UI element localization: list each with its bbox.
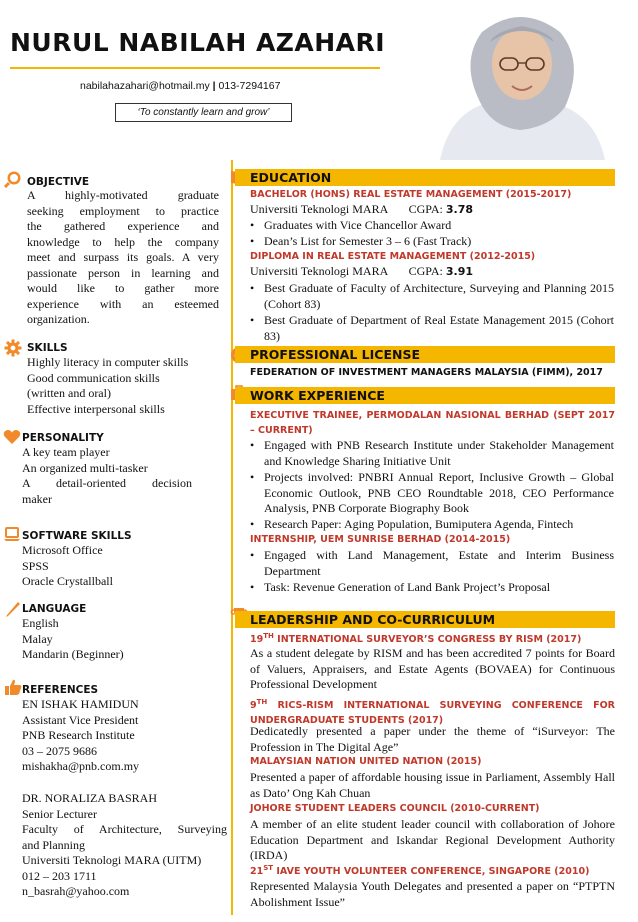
motto-box: ‘To constantly learn and grow’ (115, 103, 292, 122)
event-4-text: A member of an elite student leader council with collaboration of Johore Education Department and Iskandar Regional Development Authority (IRDA) (250, 817, 615, 862)
list-item: mishakha@pnb.com.my (22, 759, 140, 773)
event-5-title (250, 864, 589, 877)
candidate-name: NURUL NABILAH AZAHARI (10, 28, 386, 57)
job-bullet: • Engaged with PNB Research Institute under Stakeholder Management and Knowledge Sharing Initiative Unit (264, 438, 614, 469)
university-1 (250, 202, 473, 218)
list-item: English (22, 616, 59, 630)
event-2-text: Dedicatedly presented a paper under the theme of “iSurveyor: The Profession in The Digital Age” (250, 724, 615, 754)
list-item: Malay (22, 631, 53, 646)
list-item: An organized multi-tasker (22, 460, 148, 475)
event-suffix: ST (263, 864, 274, 872)
list-item: Faculty of Architecture, Surveying (22, 822, 227, 836)
event-4-title: JOHORE STUDENT LEADERS COUNCIL (2010-CURRENT) (250, 803, 540, 814)
skills-list (27, 355, 227, 417)
contact-line (80, 80, 280, 92)
event-number: 21 (250, 866, 264, 878)
software-list (22, 543, 222, 590)
thumbs-up-icon (4, 678, 22, 696)
objective-line: the gathered experience and (27, 219, 219, 233)
references-title: REFERENCES (22, 684, 99, 696)
event-name: INTERNATIONAL SURVEYOR’S CONGRESS BY RISM (2017) (273, 634, 582, 646)
event-name: IAVE YOUTH VOLUNTEER CONFERENCE, SINGAPORE (2010) (273, 866, 590, 878)
list-item: Oracle Crystallball (22, 574, 113, 588)
cgpa-label: CGPA: (408, 264, 443, 278)
list-item: maker (22, 491, 52, 506)
edu-bullet: • Dean’s List for Semester 3 – 6 (Fast Track) (264, 234, 614, 250)
gear-icon (4, 339, 22, 357)
university-name: Universiti Teknologi MARA (250, 264, 388, 278)
job-1-title: EXECUTIVE TRAINEE, PERMODALAN NASIONAL BERHAD (SEPT 2017 – CURRENT) (250, 410, 615, 436)
event-number: 9 (250, 700, 257, 712)
objective-line: would like to gather more (27, 281, 219, 295)
phone-text: 013-7294167 (218, 80, 281, 92)
education-header: EDUCATION (235, 169, 615, 186)
job-bullet: • Task: Revenue Generation of Land Bank Project’s Proposal (264, 580, 614, 596)
job-bullet: • Research Paper: Aging Population, Bumiputera Agenda, Fintech (264, 517, 614, 533)
search-icon (4, 170, 22, 188)
objective-line: knowledge to help the company (27, 234, 219, 249)
university-name: Universiti Teknologi MARA (250, 202, 388, 216)
list-item: DR. NORALIZA BASRAH (22, 791, 158, 805)
license-item: FEDERATION OF INVESTMENT MANAGERS MALAYSIA (FIMM), 2017 (250, 367, 603, 378)
list-item: A detail-oriented decision (22, 476, 192, 490)
list-item: EN ISHAK HAMIDUN (22, 697, 139, 711)
event-5-text: Represented Malaysia Youth Delegates and presented a paper on “PTPTN Abolishment Issue” (250, 879, 615, 909)
language-list (22, 616, 222, 663)
reference-2 (22, 791, 227, 900)
event-1-text: As a student delegate by RISM and has been accredited 7 points for Board of Valuers, Appraisers, and Estate Agents (BOVAEA) for Continuous Professional Development (250, 646, 615, 691)
email-text: nabilahazahari@hotmail.my (80, 80, 210, 92)
pencil-icon (4, 600, 22, 618)
objective-line: seeking employment to practice (27, 203, 219, 218)
cgpa-value: 3.91 (445, 265, 473, 278)
degree-1: BACHELOR (HONS) REAL ESTATE MANAGEMENT (2015-2017) (250, 189, 572, 200)
cgpa-label: CGPA: (408, 202, 443, 216)
reference-1 (22, 697, 227, 775)
list-item: Assistant Vice President (22, 712, 139, 727)
event-1-title (250, 632, 581, 645)
name-divider (10, 67, 380, 69)
list-item: Effective interpersonal skills (27, 401, 165, 416)
edu-bullet: • Best Graduate of Department of Real Estate Management 2015 (Cohort 83) (264, 313, 614, 344)
list-item: Universiti Teknologi MARA (UITM) (22, 853, 202, 867)
job-2-title: INTERNSHIP, UEM SUNRISE BERHAD (2014-2015) (250, 534, 511, 545)
personality-list (22, 445, 192, 507)
heart-icon (3, 428, 21, 446)
personality-title: PERSONALITY (22, 432, 104, 444)
list-item: n_basrah@yahoo.com (22, 884, 130, 898)
laptop-icon (3, 525, 21, 543)
leadership-header: LEADERSHIP AND CO-CURRICULUM (235, 611, 615, 628)
objective-line: meet and surpass its goals. A very (27, 250, 219, 264)
software-title: SOFTWARE SKILLS (22, 530, 132, 542)
list-item: (written and oral) (27, 386, 111, 400)
objective-line: organization. (27, 312, 90, 326)
list-item: 012 – 203 1711 (22, 868, 97, 883)
edu-bullet: • Graduates with Vice Chancellor Award (264, 218, 614, 234)
objective-text (27, 188, 219, 328)
event-number: 19 (250, 634, 264, 646)
list-item: PNB Research Institute (22, 728, 135, 742)
list-item: A key team player (22, 445, 110, 459)
event-suffix: TH (256, 698, 268, 706)
list-item: Mandarin (Beginner) (22, 647, 124, 661)
language-title: LANGUAGE (22, 603, 87, 615)
list-item: and Planning (22, 837, 85, 852)
list-item: Highly literacy in computer skills (27, 355, 189, 369)
event-suffix: TH (263, 632, 274, 640)
job-bullet: • Projects involved: PNBRI Annual Report, Inclusive Growth – Global Economic Outlook, PNB CEO Roundtable 2018, CEO Performance Analysis, PNB Corporate Biography Book (264, 470, 614, 517)
event-3-text: Presented a paper of affordable housing issue in Parliament, Assembly Hall as Dato’ Ong Kah Chuan (250, 770, 615, 800)
list-item: Senior Lecturer (22, 806, 97, 821)
license-header: PROFESSIONAL LICENSE (235, 346, 615, 363)
list-item: Good communication skills (27, 370, 160, 385)
contact-separator: | (212, 80, 216, 92)
objective-title: OBJECTIVE (27, 176, 90, 188)
work-header: WORK EXPERIENCE (235, 387, 615, 404)
cgpa-value: 3.78 (445, 203, 473, 216)
job-bullet: • Engaged with Land Management, Estate and Interim Business Department (264, 548, 614, 579)
degree-2: DIPLOMA IN REAL ESTATE MANAGEMENT (2012-2015) (250, 251, 536, 262)
list-item: SPSS (22, 558, 49, 573)
objective-line: passionate person in learning and (27, 265, 219, 280)
university-2 (250, 264, 473, 280)
list-item: Microsoft Office (22, 543, 103, 557)
edu-bullet: • Best Graduate of Faculty of Architecture, Surveying and Planning 2015 (Cohort 83) (264, 281, 614, 312)
event-name: RICS-RISM INTERNATIONAL SURVEYING CONFERENCE FOR UNDERGRADUATE STUDENTS (2017) (250, 700, 615, 727)
objective-line: A highly-motivated graduate (27, 188, 219, 202)
profile-photo (420, 2, 620, 160)
objective-line: experience with an esteemed (27, 296, 219, 311)
skills-title: SKILLS (27, 342, 68, 354)
event-3-title: MALAYSIAN NATION UNITED NATION (2015) (250, 756, 482, 767)
list-item: 03 – 2075 9686 (22, 743, 97, 758)
column-divider (231, 160, 233, 915)
